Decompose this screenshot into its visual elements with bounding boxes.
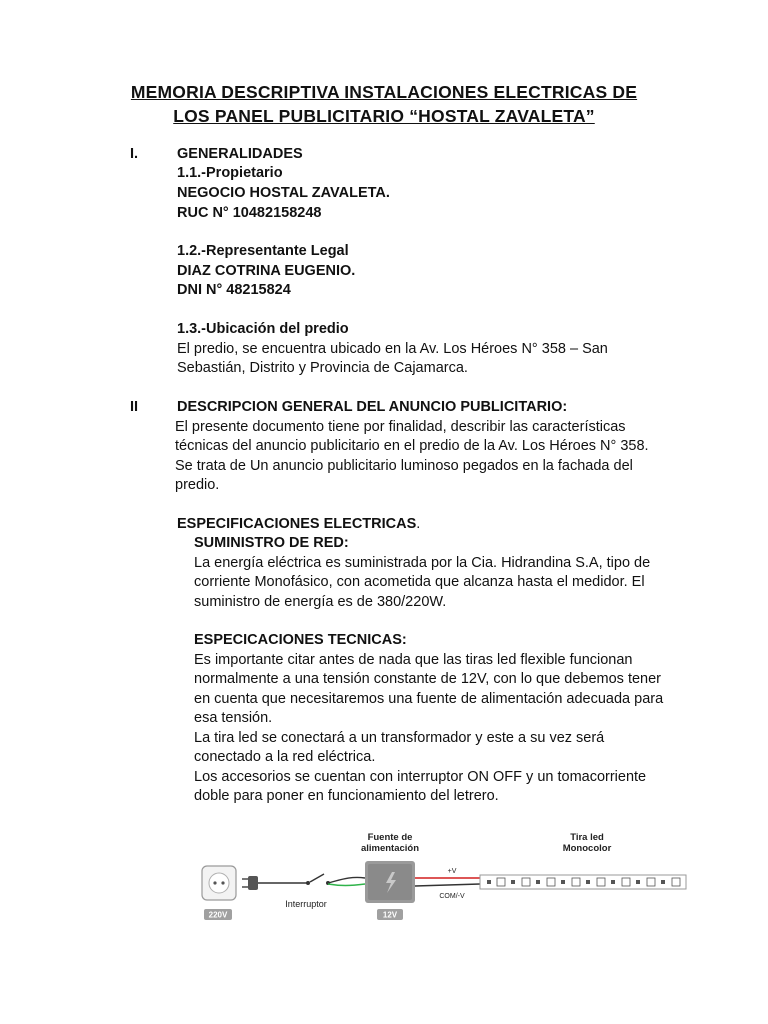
technical-line2: normalmente a una tensión constante de 12V, con lo que debemos tener — [194, 671, 662, 687]
supply-line1: La energía eléctrica es suministrada por la Cia. Hidrandina S.A, tipo de — [194, 555, 651, 571]
document-title-line1: MEMORIA DESCRIPTIVA INSTALACIONES ELECTRICAS DE — [130, 82, 638, 102]
wall-socket-icon — [202, 866, 236, 900]
power-supply-icon — [365, 861, 415, 903]
document-title-line2: LOS PANEL PUBLICITARIO “HOSTAL ZAVALETA” — [173, 106, 595, 126]
psu-label-line1: Fuente de — [367, 832, 413, 843]
supply-line3: suministro de energía es de 380/220W. — [194, 594, 447, 610]
electrical-specs-title: ESPECIFICACIONES ELECTRICAS — [177, 516, 417, 532]
strip-label-line2: Monocolor — [562, 843, 612, 854]
section-2-heading: DESCRIPCION GENERAL DEL ANUNCIO PUBLICITARIO: — [177, 399, 568, 415]
representative-name: DIAZ COTRINA EUGENIO. — [177, 263, 356, 279]
technical-line8: doble para poner en funcionamiento del letrero. — [194, 788, 499, 804]
owner-ruc: RUC N° 10482158248 — [177, 205, 322, 221]
representative-dni: DNI N° 48215824 — [177, 282, 291, 298]
section-1-number: I. — [130, 146, 139, 162]
technical-line5: La tira led se conectará a un transformador y este a su vez será — [194, 730, 605, 746]
switch-icon — [306, 874, 330, 885]
description-line2: técnicas del anuncio publicitario en el predio de la Av. Los Héroes N° 358. — [175, 438, 649, 454]
electrical-specs-heading — [177, 515, 420, 535]
technical-specs-heading: ESPECICACIONES TECNICAS: — [194, 632, 407, 648]
technical-line1: Es importante citar antes de nada que las tiras led flexible funcionan — [194, 652, 633, 668]
green-wire — [328, 884, 365, 886]
led-strip-icon — [480, 875, 686, 889]
com-v-label: COM/-V — [439, 893, 465, 900]
section-1-heading: GENERALIDADES — [177, 146, 303, 162]
location-text-line1: El predio, se encuentra ubicado en la Av. Los Héroes N° 358 – San — [177, 341, 608, 357]
location-heading: 1.3.-Ubicación del predio — [177, 321, 349, 337]
description-line4: predio. — [175, 477, 220, 493]
psu-label-line2: alimentación — [360, 843, 420, 854]
description-line1: El presente documento tiene por finalidad, describir las características — [175, 419, 626, 435]
supply-line2: corriente Monofásico, con acometida que alcanza hasta el medidor. El — [194, 574, 645, 590]
socket-voltage-label: 220V — [208, 910, 228, 920]
switch-label: Interruptor — [285, 899, 327, 909]
owner-name: NEGOCIO HOSTAL ZAVALETA. — [177, 185, 390, 201]
wiring-diagram — [200, 826, 700, 926]
technical-line7: Los accesorios se cuentan con interruptor ON OFF y un tomacorriente — [194, 769, 647, 785]
location-text-line2: Sebastián, Distrito y Provincia de Cajamarca. — [177, 360, 468, 376]
description-line3: Se trata de Un anuncio publicitario luminoso pegados en la fachada del — [175, 458, 633, 474]
strip-label-line1: Tira led — [570, 832, 604, 843]
black-wire — [415, 884, 480, 886]
psu-voltage-label: 12V — [382, 910, 398, 920]
technical-line6: conectado a la red eléctrica. — [194, 749, 376, 765]
section-2-number: II — [130, 399, 139, 415]
owner-heading: 1.1.-Propietario — [177, 165, 283, 181]
technical-line4: esa tensión. — [194, 710, 273, 726]
plug-icon — [242, 876, 258, 890]
technical-line3: en cuenta que necesitaremos una fuente de alimentación adecuada para — [194, 691, 664, 707]
representative-heading: 1.2.-Representante Legal — [177, 243, 349, 259]
plus-v-label: +V — [447, 868, 457, 875]
supply-heading: SUMINISTRO DE RED: — [194, 535, 349, 551]
electrical-specs-dot: . — [416, 516, 421, 532]
